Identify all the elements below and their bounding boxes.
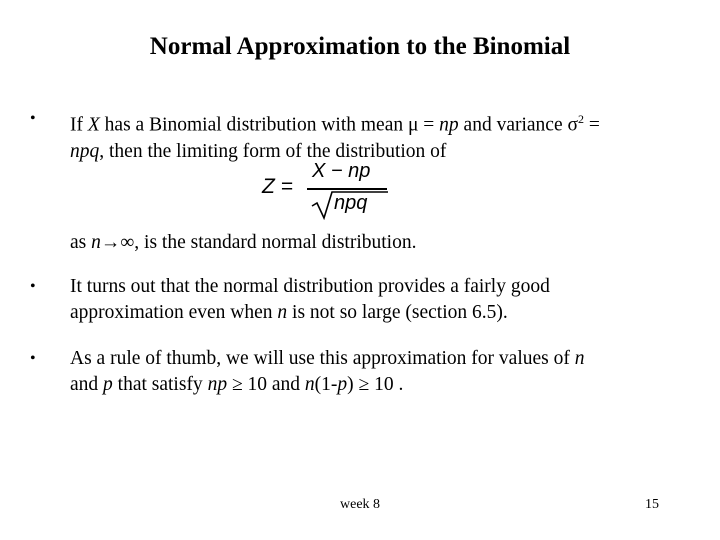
bullet-1-line-3: as n→∞, is the standard normal distribution. <box>70 232 417 253</box>
bullet-3 <box>30 346 690 398</box>
bullet-2 <box>30 274 690 326</box>
formula-denominator: npq <box>334 192 368 214</box>
bullet-3-line-2: and p that satisfy np ≥ 10 and n(1-p) ≥ 10 . <box>70 374 404 395</box>
bullet-marker: • <box>30 350 36 367</box>
bullet-marker: • <box>30 278 36 295</box>
bullet-2-line-1: It turns out that the normal distribution provides a fairly good <box>70 276 550 297</box>
bullet-1 <box>30 106 690 165</box>
footer-week: week 8 <box>340 497 381 512</box>
bullet-1-continuation <box>30 230 690 256</box>
bullet-1-line-1: If X has a Binomial distribution with mean μ = np and variance $\sigma^2$ = <box>70 112 600 136</box>
z-formula <box>262 160 402 220</box>
formula-lhs: Z = <box>262 175 293 198</box>
bullet-marker: • <box>30 110 36 127</box>
slide-title: Normal Approximation to the Binomial <box>149 33 571 60</box>
formula-numerator: X − np <box>312 160 371 182</box>
bullet-1-line-2: npq, then the limiting form of the distribution of <box>70 140 447 162</box>
right-arrow-icon: → <box>100 232 121 253</box>
bullet-2-line-2: approximation even when n is not so large (section 6.5). <box>70 302 508 323</box>
page-number: 15 <box>645 497 659 512</box>
bullet-3-line-1: As a rule of thumb, we will use this approximation for values of n <box>70 348 585 369</box>
